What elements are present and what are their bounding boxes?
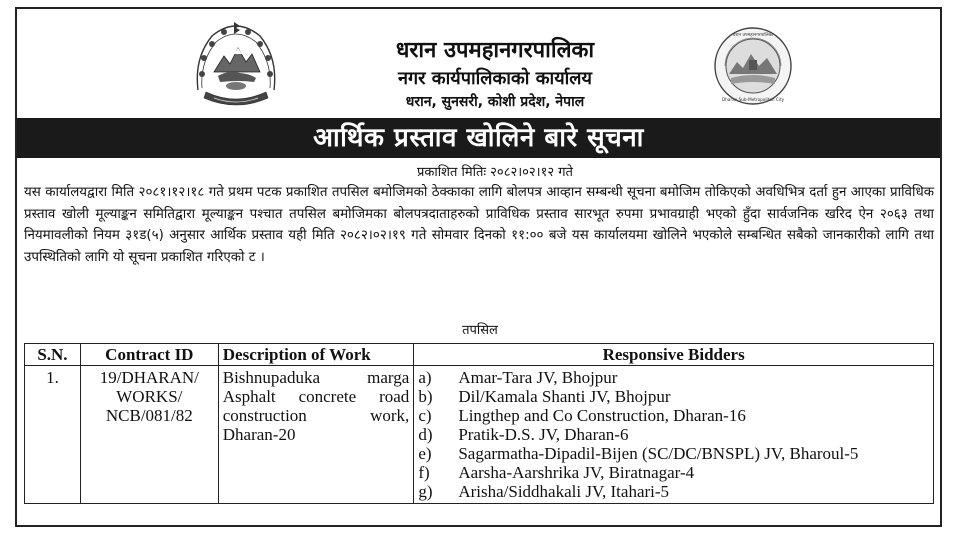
table-header-row — [25, 344, 934, 366]
bidder-name: Amar-Tara JV, Bhojpur — [458, 368, 618, 387]
bidder-name: Dil/Kamala Shanti JV, Bhojpur — [458, 387, 671, 406]
bidder-letter: e) — [418, 444, 432, 463]
bidders-table — [24, 343, 934, 504]
published-date: प्रकाशित मितिः २०८२।०२।१२ गते — [417, 165, 573, 180]
header-sn: S.N. — [25, 344, 81, 366]
municipality-name: धरान उपमहानगरपालिका — [395, 38, 595, 63]
seal-top-text: धरान उपमहानगरपालिका — [732, 33, 774, 38]
bidder-name: Lingthep and Co Construction, Dharan-16 — [458, 406, 746, 425]
seal-bottom-text: Dharan Sub-Metropolitan City — [721, 97, 785, 102]
bidder-letter: b) — [418, 387, 433, 406]
bidder-item — [418, 463, 929, 482]
bidder-letter: g) — [418, 482, 433, 501]
bidder-name: Arisha/Siddhakali JV, Itahari-5 — [458, 482, 670, 501]
schedule-heading: तपसिल — [462, 323, 498, 338]
bidder-letter: d) — [418, 425, 433, 444]
bidder-item — [418, 406, 929, 425]
office-name: नगर कार्यपालिकाको कार्यालय — [398, 68, 592, 89]
notice-title-banner: आर्थिक प्रस्ताव खोलिने बारे सूचना — [17, 118, 940, 158]
header-bidders: Responsive Bidders — [414, 344, 934, 366]
bidder-item — [418, 387, 929, 406]
row-contract-id: 19/DHARAN/ WORKS/ NCB/081/82 — [80, 366, 218, 504]
header-description: Description of Work — [218, 344, 414, 366]
nepal-emblem-icon — [188, 18, 284, 108]
office-address: धरान, सुनसरी, कोशी प्रदेश, नेपाल — [405, 94, 585, 110]
bidder-name: Sagarmatha-Dipadil-Bijen (SC/DC/BNSPL) JV, Bharoul-5 — [458, 444, 859, 463]
bidder-letter: c) — [418, 406, 432, 425]
bidder-name: Aarsha-Aarshrika JV, Biratnagar-4 — [458, 463, 695, 482]
table-row — [25, 366, 934, 504]
bidder-item — [418, 425, 929, 444]
header-contract-id: Contract ID — [80, 344, 218, 366]
row-description: Bishnupaduka marga Asphalt concrete road construction work, Dharan-20 — [218, 366, 414, 504]
bidder-name: Pratik-D.S. JV, Dharan-6 — [458, 425, 629, 444]
notice-body: यस कार्यालयद्वारा मिति २०८१।१२।१८ गते प्रथम पटक प्रकाशित तपसिल बमोजिमको ठेक्काका लागि बोलपत्र आव्हान सम्बन्धी सूचना बमोजिम तोकिएको अवधिभित्र दर्ता हुन आएका प्राविधिक प्रस्ताव खोली मूल्याङ्कन समितिद्वारा मूल्याङ्कन पश्चात तपसिल बमोजिमका बोलपत्रदाताहरुको प्राविधिक प्रस्ताव सारभूत रुपमा प्रभावग्राही भएको हुँदा सार्वजनिक खरिद ऐन २०६३ तथा नियमावलीको नियम ३१ड(५) अनुसार आर्थिक प्रस्ताव यही मिति २०८२।०२।१९ गते सोमवार दिनको ११:०० बजे यस कार्यालयमा खोलिने भएकोले सम्बन्धित सबैको जानकारीको लागि तथा उपस्थितिको लागि यो सूचना प्रकाशित गरिएको ट । — [24, 185, 934, 265]
row-sn: 1. — [25, 366, 81, 504]
bidder-letter: a) — [418, 368, 432, 387]
bidder-item — [418, 444, 929, 463]
bidder-item — [418, 482, 929, 501]
bidder-letter: f) — [418, 463, 430, 482]
municipality-seal-icon — [713, 26, 793, 106]
bidder-item — [418, 368, 929, 387]
row-bidders — [414, 366, 934, 504]
